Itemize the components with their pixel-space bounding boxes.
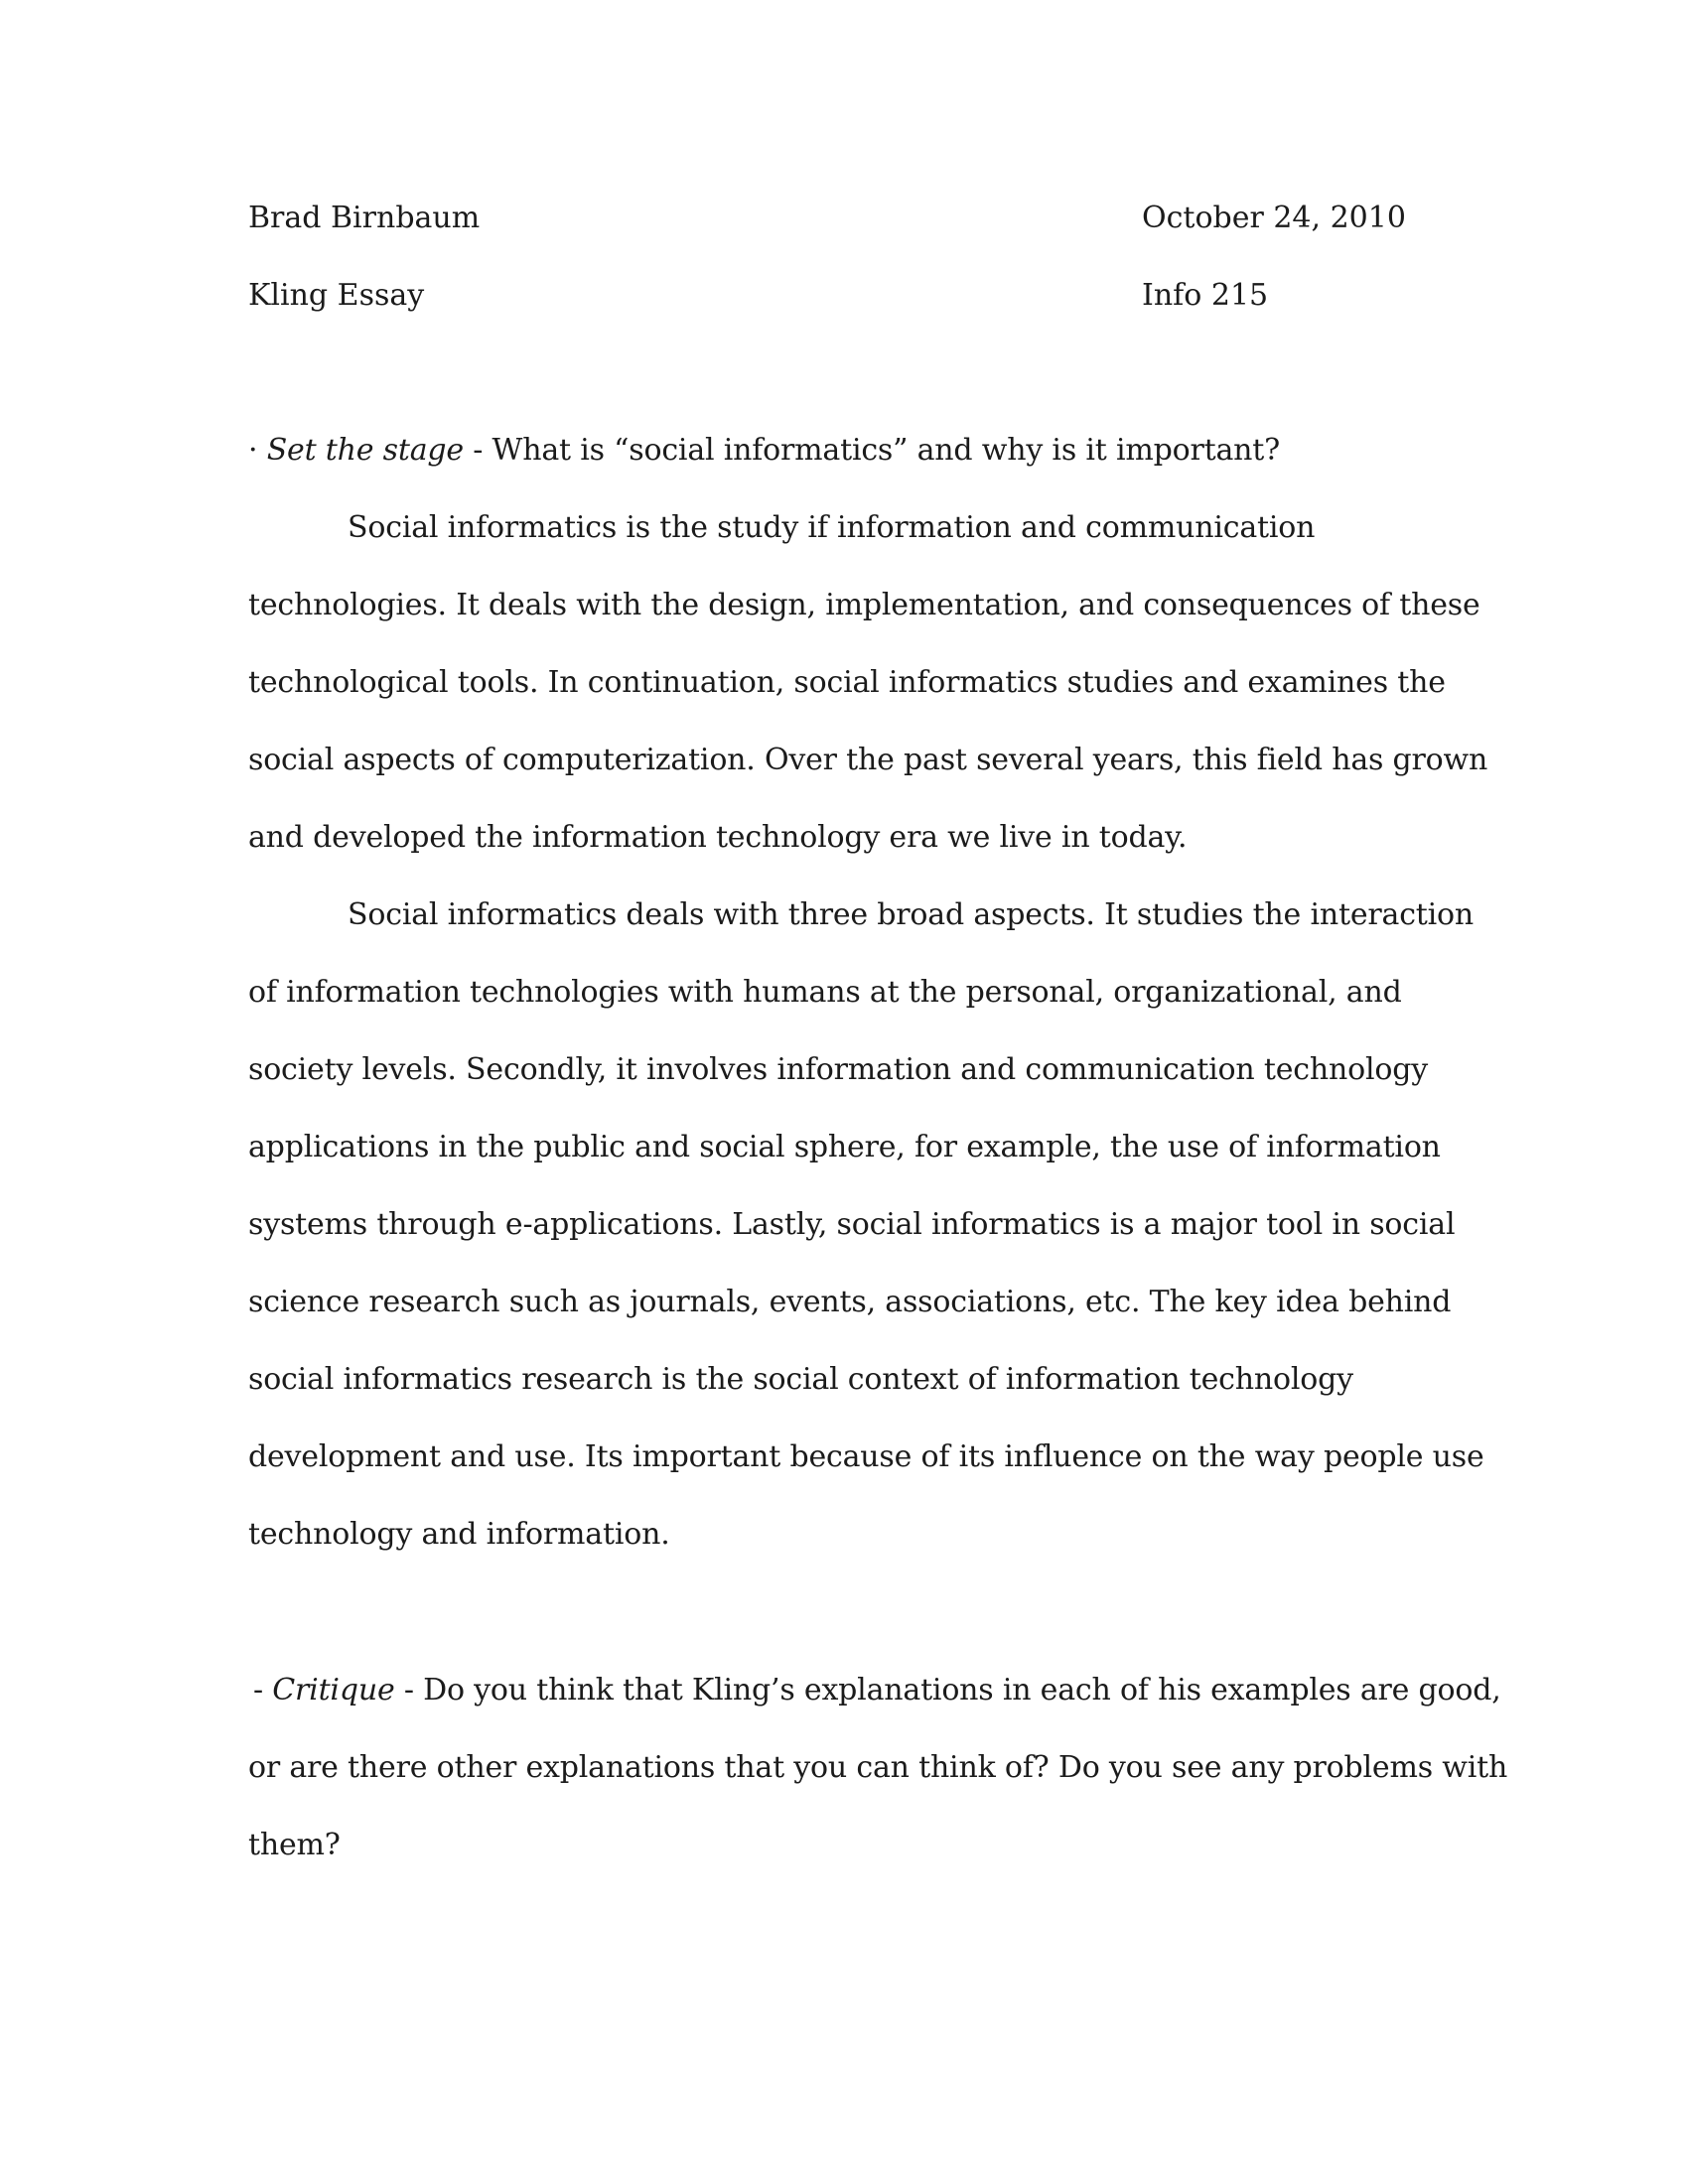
paragraph-2-line: development and use. Its important because of its influence on the way people use bbox=[248, 1439, 1484, 1474]
paragraph-2-line: of information technologies with humans at the personal, organizational, and bbox=[248, 975, 1402, 1010]
section-2-heading: Critique bbox=[272, 1673, 395, 1707]
paragraph-2-line: applications in the public and social sphere, for example, the use of information bbox=[248, 1130, 1441, 1164]
section-2-question-line: or are there other explanations that you can think of? Do you see any problems with bbox=[248, 1750, 1508, 1785]
paragraph-2-line: technology and information. bbox=[248, 1517, 670, 1552]
essay-date: October 24, 2010 bbox=[1142, 201, 1406, 235]
section-2-question-line: them? bbox=[248, 1828, 341, 1862]
course-name: Info 215 bbox=[1142, 278, 1269, 313]
author-name: Brad Birnbaum bbox=[248, 201, 481, 235]
section-2-bullet: - bbox=[253, 1673, 273, 1707]
section-1-bullet: · bbox=[248, 433, 258, 468]
paragraph-1-line: Social informatics is the study if information and communication bbox=[348, 510, 1316, 545]
paragraph-1-line: social aspects of computerization. Over the past several years, this field has grown bbox=[248, 743, 1488, 777]
section-1-prompt bbox=[248, 431, 1280, 471]
section-1-heading: Set the stage bbox=[266, 433, 464, 468]
paragraph-1-line: technological tools. In continuation, social informatics studies and examines the bbox=[248, 665, 1446, 700]
paragraph-2-line: social informatics research is the social context of information technology bbox=[248, 1362, 1353, 1397]
section-2-prompt bbox=[253, 1671, 1501, 1710]
paragraph-2-line: science research such as journals, events, associations, etc. The key idea behind bbox=[248, 1285, 1452, 1319]
paragraph-2-line: society levels. Secondly, it involves information and communication technology bbox=[248, 1052, 1428, 1087]
section-2-question: - Do you think that Kling’s explanations in each of his examples are good, bbox=[394, 1673, 1501, 1707]
paragraph-2-line: Social informatics deals with three broad aspects. It studies the interaction bbox=[348, 897, 1475, 932]
essay-title: Kling Essay bbox=[248, 278, 425, 313]
paragraph-1-line: and developed the information technology era we live in today. bbox=[248, 820, 1188, 855]
paragraph-2-line: systems through e-applications. Lastly, social informatics is a major tool in social bbox=[248, 1207, 1456, 1242]
paragraph-1-line: technologies. It deals with the design, implementation, and consequences of these bbox=[248, 588, 1480, 622]
section-1-question: - What is “social informatics” and why is it important? bbox=[463, 433, 1281, 468]
